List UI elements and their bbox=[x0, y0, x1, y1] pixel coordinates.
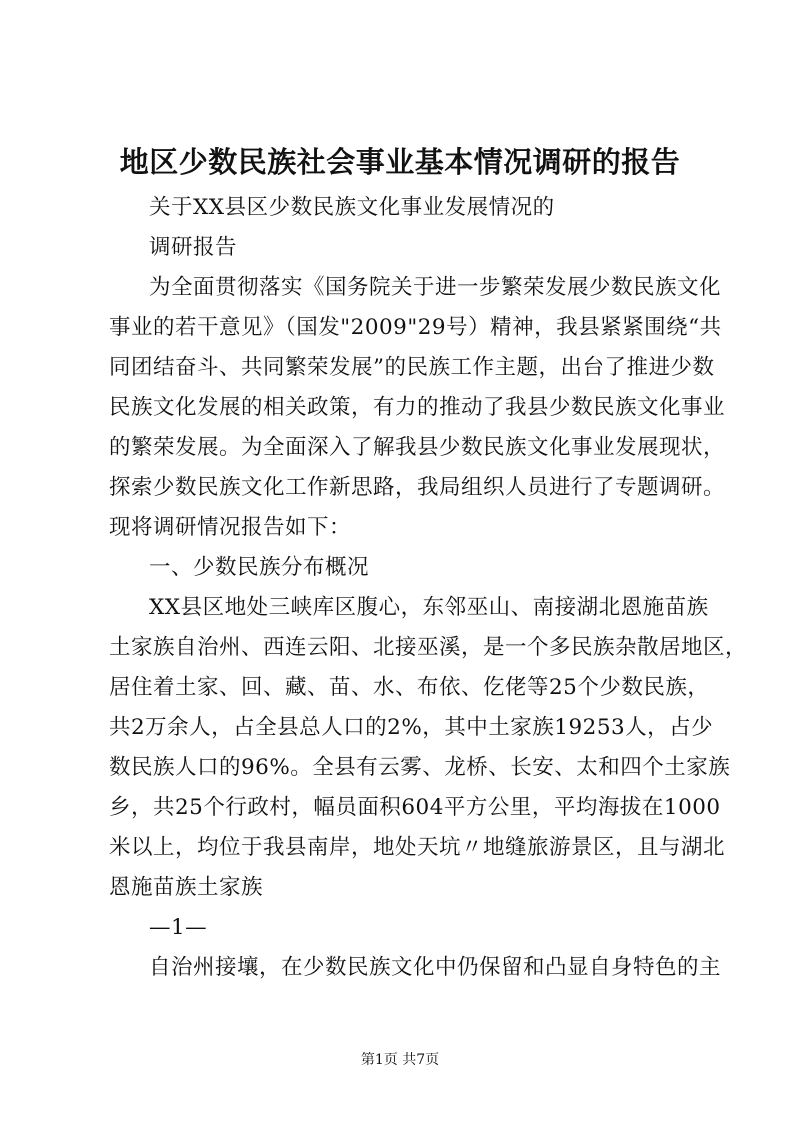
subtitle-line-2: 调研报告 bbox=[149, 235, 238, 260]
paragraph-line: 米以上，均位于我县南岸，地处天坑〃地缝旅游景区，且与湖北 bbox=[109, 835, 726, 860]
paragraph-line: 共2万余人，占全县总人口的2%，其中土家族19253人，占少 bbox=[109, 715, 714, 740]
paragraph-line: 自治州接壤，在少数民族文化中仍保留和凸显自身特色的主 bbox=[149, 955, 722, 980]
paragraph-line: 同团结奋斗、共同繁荣发展”的民族工作主题，出台了推进少数 bbox=[109, 355, 715, 380]
paragraph-line: 为全面贯彻落实《国务院关于进一步繁荣发展少数民族文化 bbox=[149, 275, 722, 300]
subtitle-line-1: 关于XX县区少数民族文化事业发展情况的 bbox=[149, 195, 555, 220]
paragraph-line: 数民族人口的96%。全县有云雾、龙桥、长安、太和四个土家族 bbox=[109, 755, 731, 780]
paragraph-line: 恩施苗族土家族 bbox=[109, 875, 264, 900]
paragraph-line: 居住着土家、回、藏、苗、水、布依、仡佬等25个少数民族， bbox=[109, 675, 710, 700]
paragraph-line: 乡，共25个行政村，幅员面积604平方公里，平均海拔在1000 bbox=[109, 795, 721, 820]
paragraph-line: 现将调研情况报告如下： bbox=[109, 515, 352, 540]
inline-page-number: —1— bbox=[149, 915, 208, 940]
paragraph-line: 民族文化发展的相关政策，有力的推动了我县少数民族文化事业 bbox=[109, 395, 726, 420]
paragraph-line: 探索少数民族文化工作新思路，我局组织人员进行了专题调研。 bbox=[109, 475, 726, 500]
document-title: 地区少数民族社会事业基本情况调研的报告 bbox=[119, 145, 681, 179]
section-heading: 一、少数民族分布概况 bbox=[149, 555, 370, 580]
paragraph-line: XX县区地处三峡库区腹心，东邻巫山、南接湖北恩施苗族 bbox=[149, 595, 709, 620]
paragraph-line: 的繁荣发展。为全面深入了解我县少数民族文化事业发展现状， bbox=[109, 435, 726, 460]
paragraph-line: 土家族自治州、西连云阳、北接巫溪，是一个多民族杂散居地区， bbox=[109, 635, 748, 660]
paragraph-line: 事业的若干意见》（国发"2009"29号）精神，我县紧紧围绕“共 bbox=[109, 315, 722, 340]
page-footer: 第1页 共7页 bbox=[360, 1052, 440, 1068]
